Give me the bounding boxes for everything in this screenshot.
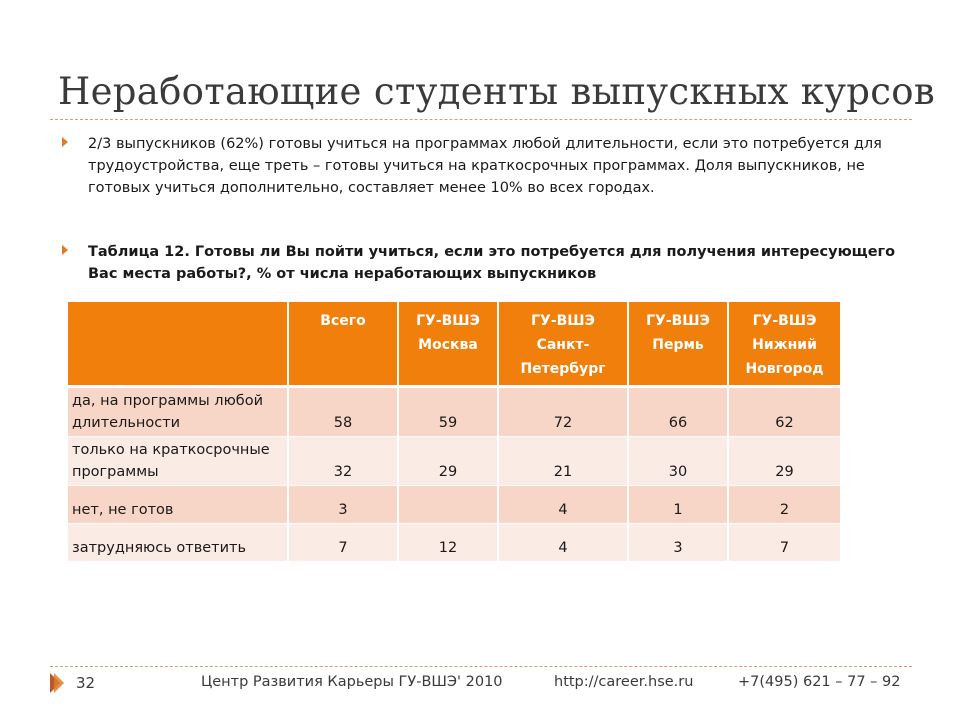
- header-cell-empty: [68, 302, 288, 387]
- cell-nnovgorod: 2: [728, 486, 840, 524]
- table-caption: Таблица 12. Готовы ли Вы пойти учиться, если это потребуется для получения интересующего Вас места работы?, % от числа неработающих выпускников: [88, 244, 896, 282]
- footer-organization: Центр Развития Карьеры ГУ-ВШЭ' 2010: [201, 674, 503, 690]
- bullet-text: 2/3 выпускников (62%) готовы учиться на программах любой длительности, если это потребуется для трудоустройства, еще треть – готовы учиться на краткосрочных программах. Доля выпускников, не готовых учиться дополнительно, составляет менее 10% во всех городах.: [88, 136, 882, 196]
- title-divider: [50, 119, 912, 120]
- slide-title: Неработающие студенты выпускных курсов: [58, 70, 935, 113]
- bullet-item: [62, 133, 912, 199]
- cell-spb: 4: [498, 486, 628, 524]
- cell-spb: 72: [498, 387, 628, 437]
- cell-moscow: [398, 486, 498, 524]
- bullet-arrow-icon: [62, 245, 68, 255]
- table-row: [68, 486, 840, 524]
- header-cell-total: Всего: [288, 302, 398, 387]
- table-row: [68, 524, 840, 562]
- cell-total: 3: [288, 486, 398, 524]
- cell-perm: 1: [628, 486, 728, 524]
- cell-nnovgorod: 7: [728, 524, 840, 562]
- cell-total: 7: [288, 524, 398, 562]
- header-cell-nnovgorod: ГУ-ВШЭ Нижний Новгород: [728, 302, 840, 387]
- bullet-item: [62, 241, 912, 285]
- cell-moscow: 59: [398, 387, 498, 437]
- cell-total: 32: [288, 437, 398, 486]
- header-cell-moscow: ГУ-ВШЭ Москва: [398, 302, 498, 387]
- cell-perm: 3: [628, 524, 728, 562]
- bullet-arrow-icon: [62, 137, 68, 147]
- footer-marker-icon: [54, 673, 64, 693]
- cell-nnovgorod: 29: [728, 437, 840, 486]
- row-label: только на краткосрочные программы: [68, 437, 288, 486]
- row-label: нет, не готов: [68, 486, 288, 524]
- header-cell-spb: ГУ-ВШЭ Санкт-Петербург: [498, 302, 628, 387]
- row-label: да, на программы любой длительности: [68, 387, 288, 437]
- table-row: [68, 387, 840, 437]
- table-header-row: [68, 302, 840, 387]
- cell-spb: 21: [498, 437, 628, 486]
- cell-moscow: 29: [398, 437, 498, 486]
- header-cell-perm: ГУ-ВШЭ Пермь: [628, 302, 728, 387]
- page-number: 32: [76, 674, 96, 692]
- data-table: [68, 302, 840, 562]
- cell-nnovgorod: 62: [728, 387, 840, 437]
- cell-perm: 66: [628, 387, 728, 437]
- cell-perm: 30: [628, 437, 728, 486]
- footer-url[interactable]: http://career.hse.ru: [554, 674, 694, 690]
- footer-phone: +7(495) 621 – 77 – 92: [738, 674, 901, 690]
- cell-total: 58: [288, 387, 398, 437]
- footer-divider: [50, 666, 912, 667]
- table-row: [68, 437, 840, 486]
- cell-spb: 4: [498, 524, 628, 562]
- cell-moscow: 12: [398, 524, 498, 562]
- row-label: затрудняюсь ответить: [68, 524, 288, 562]
